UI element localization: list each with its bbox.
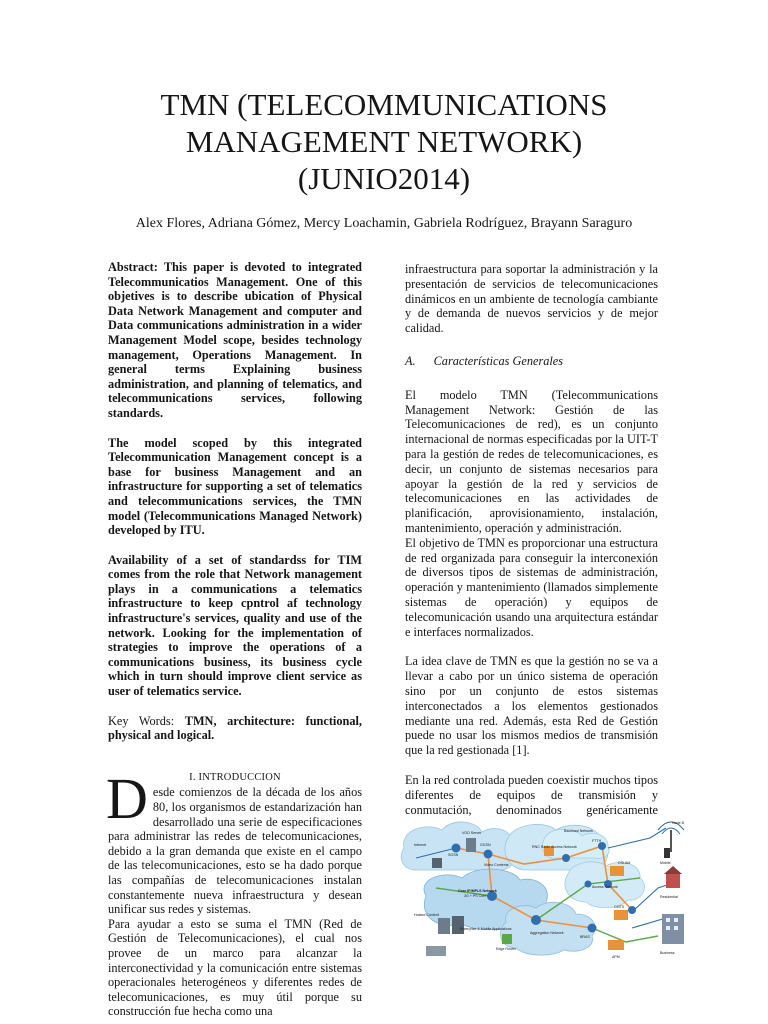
label-cmts: CMTS [614,905,625,909]
label-sgsn: SGSN [448,853,459,857]
label-mobile: Mobile [660,861,671,865]
title-line-1: TMN (TELECOMMUNICATIONS [160,87,608,122]
label-aggregation: Aggregation Network [530,931,564,935]
title-line-3: (JUNIO2014) [297,161,471,196]
right-paragraph-4: En la red controlada pueden coexistir muchos tipos diferentes de equipos de transmisión y conmutación, denominados genéricamente [405,772,658,817]
right-paragraph-2: El objetivo de TMN es proporcionar una estructura de red organizada para conseguir la interconexión de diversos tipos de sistemas de administración, operación y mantenimiento (llamados simplemente sistemas de operación) y equipos de telecomunicación usando una arquitectura estándar e interfaces normalizados. [405,535,658,639]
label-core-sub: 3G + PS Core [464,894,487,898]
subsection-number: A. [405,353,416,368]
label-dslam: DSLAM [618,861,631,865]
abstract-paragraph-1: Abstract: This paper is devoted to integrated Telecommunicatios Management. One of this objetives is to describe ubication of Physical Data Network Management and computer and Data communications administration in a wider Management Model scope, besides technology management, Operations Management. In general terms Explaining business administration, and planning of telematics, and telecommunications services, following standards. [108,260,362,420]
subsection-title: Características Generales [433,353,564,368]
network-architecture-figure [396,818,690,970]
drop-cap: D [106,766,148,832]
author-list: Alex Flores, Adriana Gómez, Mercy Loachamin, Gabriela Rodríguez, Brayann Saraguro [135,216,633,231]
abstract-paragraph-3: Availability of a set of standardss for TIM comes from the role that Network management plays in a communications a telematics infrastructure to keep cpntrol af technology infrastructure's services, quality and use of the network. Looking for the implementation of strategies to improve the operations of a communications business, its business cycle which in turn should improve client service as user of telematics service. [108,552,362,699]
abstract-paragraph-2: The model scoped by this integrated Telecommunication Management concept is a base for business Management and an infrastructure for supporting a set of telematics and telecommunications services, the TMN model (Telecommunications Managed Network) developed by ITU. [108,435,362,538]
label-backhaul: Backhaul Network [564,829,593,833]
right-paragraph-3: La idea clave de TMN es que la gestión no se va a llevar a cabo por un único sistema de operación sino por un conjunto de estos sistemas interconectados a los elementos gestionados mediante una red. Además, esta Red de Gestión puede no usar los mismos medios de transmisión que la red gestionada [1]. [405,654,658,758]
section-heading-intro: I. INTRODUCCION [189,771,281,783]
abstract [108,260,362,699]
label-video: Video Contents [484,863,509,867]
label-apm: APM [612,955,620,959]
label-ran: RNC Radio Access Network [532,845,577,849]
keywords [108,714,362,743]
paper-title [0,86,768,197]
right-paragraph-1: El modelo TMN (Telecommunications Management Network: Gestión de las Telecomunicaciones de red), es un conjunto internacional de normas especificadas por la UIT-T para la gestión de redes de telecomunicaciones, es decir, un conjunto de sistemas necesarios para apoyar la gestión de la red y servicios de telecomunicaciones en las actividades de planificación, aprovisionamiento, instalación, mantenimiento, operación y administración. [405,387,658,535]
right-paragraph-0: infraestructura para soportar la administración y la presentación de servicios de telecomunicaciones dinámicos en un ambiente de tecnología cambiante y de demanda de nuevos servicios y de mejor calidad. [405,262,658,336]
network-diagram [396,818,690,970]
label-vod: VOD Server [462,831,482,835]
intro-paragraph-1-text: esde comienzos de la década de los años 80, los organismos de estandarización han desarrollado una serie de especificaciones para administrar las redes de telecomunicaciones, debido a la gran demanda que existe en el campo de las telecomunicaciones, esto se ha dado porque las compañías de telecomunicaciones instalan constantemente nueva infraestructura y desean unificar sus redes y sistemas. [108,785,362,917]
label-core: Core IP/MPLS Network [458,889,497,893]
intro-paragraph-2: Para ayudar a esto se suma el TMN (Red de Gestión de Telecomunicaciones), el cual nos provee de un marco para alcanzar la interconectividad y la comunicación entre sistemas operacionales heterogéneos y diferentes redes de telecomunicaciones, es muy útil porque su construcción fue hecha como una [108,916,362,1019]
label-edge: Edge Router [496,947,517,951]
keywords-label: Key Words: [108,713,185,728]
label-node-b: Node B [672,821,684,825]
title-line-2: MANAGEMENT NETWORK) [185,124,583,159]
label-bras: BRAS [580,935,590,939]
subsection-heading [405,354,658,369]
label-ggsn: GGSN [480,843,491,847]
keywords-text: TMN, architecture: functional, physical and logical. [108,713,362,743]
label-internet: Internet [414,843,427,847]
left-column [108,260,362,1019]
label-residential: Residential [660,895,678,899]
label-ftth: FTTH [592,839,602,843]
right-column [405,262,658,832]
label-access: Access Network [592,885,618,889]
label-business: Business [660,951,675,955]
label-hosted: Hosted Content [414,913,439,917]
label-enterprise: Enterprise & Mobile Applications [460,927,512,931]
